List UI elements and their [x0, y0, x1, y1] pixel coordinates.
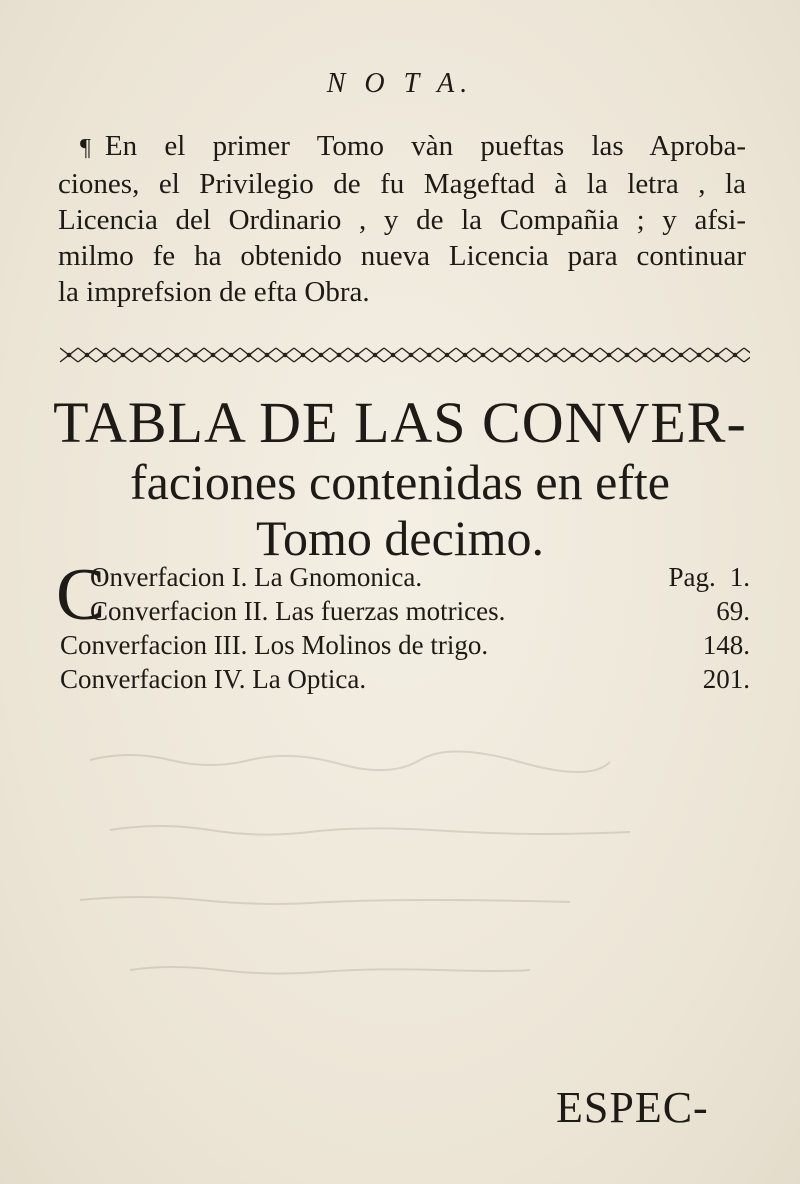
contents-entry	[60, 628, 750, 662]
pag-label: Pag.	[668, 562, 716, 592]
ornament-motif	[690, 348, 708, 362]
ornament-motif	[384, 348, 402, 362]
ornament-motif	[312, 348, 330, 362]
ornament-motif	[420, 348, 438, 362]
nota-line-5: la imprefsion de efta Obra.	[58, 276, 370, 308]
entry-page-number: 201.	[702, 664, 750, 694]
contents-entry	[60, 594, 750, 628]
ornament-motif	[294, 348, 312, 362]
entry-page-number: 69.	[716, 596, 750, 626]
ornament-motif	[744, 348, 750, 362]
ornament-pattern-icon	[60, 344, 750, 366]
ornament-motif	[618, 348, 636, 362]
tabla-heading	[0, 392, 800, 566]
ornament-motif	[276, 348, 294, 362]
ornament-motif	[78, 348, 96, 362]
ornament-motif	[474, 348, 492, 362]
ornament-motif	[348, 348, 366, 362]
ornament-motif	[510, 348, 528, 362]
ornament-motif	[222, 348, 240, 362]
ornament-motif	[330, 348, 348, 362]
entry-page-number: 1.	[729, 562, 750, 592]
entry-page-number: 148.	[702, 630, 750, 660]
nota-line-4: milmo fe ha obtenido nueva Licencia para continuar	[58, 240, 746, 272]
ornamental-border	[60, 344, 750, 366]
entry-page	[669, 560, 751, 594]
tabla-heading-line-3: Tomo decimo.	[255, 510, 545, 566]
contents-list	[56, 554, 750, 696]
ornament-motif	[438, 348, 456, 362]
nota-line-1-text: En el primer Tomo vàn pueftas las Aproba-	[104, 130, 746, 162]
entry-title: Converfacion II. Las fuerzas motrices.	[90, 596, 506, 626]
ornament-motif	[582, 348, 600, 362]
ornament-motif	[186, 348, 204, 362]
ornament-motif	[366, 348, 384, 362]
nota-line-1	[58, 128, 746, 166]
ornament-motif	[456, 348, 474, 362]
catchword: ESPEC-	[556, 1083, 709, 1132]
tabla-heading-line-1: TABLA DE LAS CONVER-	[53, 390, 747, 455]
contents-entry	[60, 662, 750, 696]
ornament-motif	[258, 348, 276, 362]
ornament-motif	[654, 348, 672, 362]
nota-line-2: ciones, el Privilegio de fu Mageftad à la letra , la	[58, 168, 746, 200]
ornament-motif	[708, 348, 726, 362]
ornament-motif	[726, 348, 744, 362]
nota-line-3: Licencia del Ordinario , y de la Compañia ; y afsi-	[58, 204, 746, 236]
contents-entry	[60, 560, 750, 594]
ornament-motif	[60, 348, 78, 362]
ornament-motif	[240, 348, 258, 362]
entry-title: Converfacion III. Los Molinos de trigo.	[60, 630, 489, 660]
ornament-motif	[96, 348, 114, 362]
ornament-motif	[402, 348, 420, 362]
ornament-motif	[672, 348, 690, 362]
ornament-motif	[546, 348, 564, 362]
ornament-motif	[600, 348, 618, 362]
ornament-motif	[168, 348, 186, 362]
ornament-motif	[528, 348, 546, 362]
show-through-ink	[70, 720, 750, 1020]
pilcrow-icon: ¶	[80, 135, 91, 161]
tabla-heading-line-2: faciones contenidas en efte	[129, 454, 670, 510]
nota-paragraph	[58, 128, 746, 310]
entry-title: Converfacion IV. La Optica.	[60, 664, 367, 694]
dropcap-letter: C	[56, 554, 106, 636]
ornament-motif	[564, 348, 582, 362]
entry-title: Onverfacion I. La Gnomonica.	[90, 562, 423, 592]
ornament-motif	[114, 348, 132, 362]
ornament-motif	[204, 348, 222, 362]
ornament-motif	[636, 348, 654, 362]
nota-title: N O T A.	[326, 68, 474, 99]
ornament-motif	[150, 348, 168, 362]
ornament-motif	[132, 348, 150, 362]
ornament-motif	[492, 348, 510, 362]
